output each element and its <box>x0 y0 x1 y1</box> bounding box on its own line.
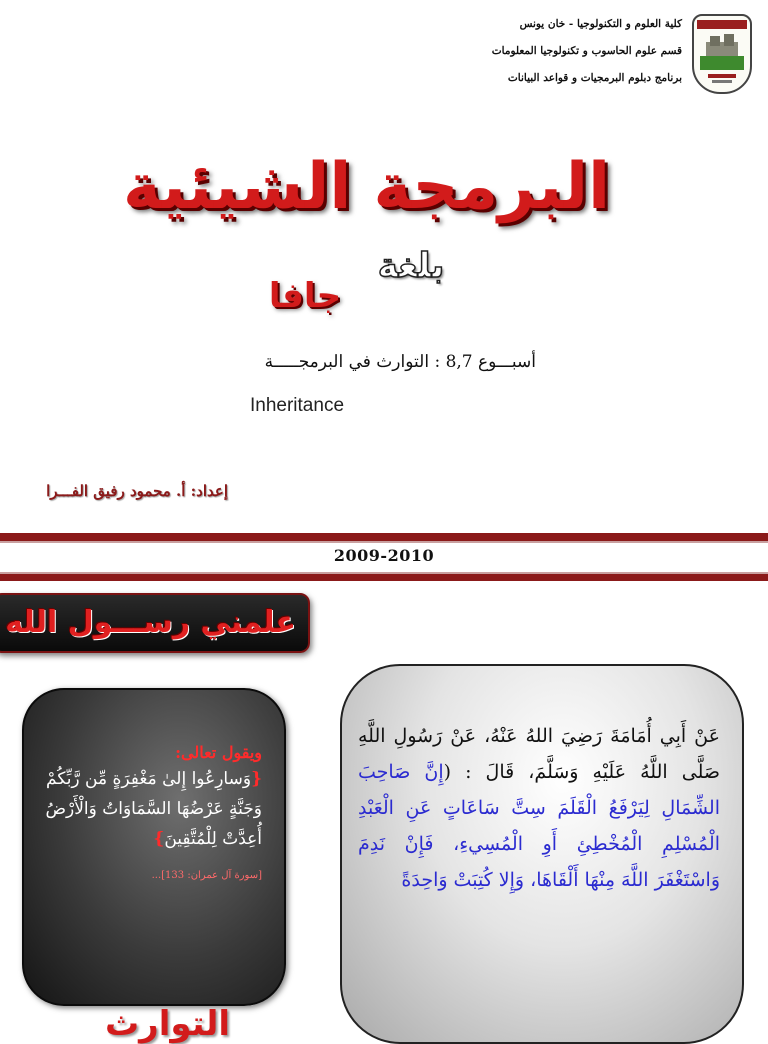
author-credit: إعداد: أ. محمود رفيق الفـــرا <box>46 482 228 500</box>
verse-reference: [سورة آل عمران: 133]... <box>151 870 262 881</box>
course-title: البرمجة الشيئية <box>122 150 610 224</box>
verse-intro: ويقول تعالى: <box>175 743 262 762</box>
verse-brace-open: { <box>251 769 262 789</box>
verse-card-content <box>42 742 262 881</box>
section-banner <box>0 593 310 653</box>
hadith-text <box>358 718 720 898</box>
verse-brace-close: } <box>153 829 165 849</box>
department-name: قسم علوم الحاسوب و تكنولوجيا المعلومات <box>491 45 682 57</box>
divider-bottom <box>0 574 768 581</box>
title-sub: بلغة <box>377 246 445 286</box>
verse-card <box>22 688 286 1006</box>
verse-text: وَسارِعُوا إِلىٰ مَغْفِرَةٍ مِّن رَّبِّكُمْ وَجَنَّةٍ عَرْضُهَا السَّمَاوَاتُ وَالْأَرْضُ أُعِدَّتْ لِلْمُتَّقِينَ <box>45 769 262 849</box>
topic-english: Inheritance <box>250 395 345 416</box>
divider-top <box>0 533 768 541</box>
hadith-quote: إِنَّ صَاحِبَ الشِّمَالِ لِيَرْفَعُ الْقَلَمَ سِتَّ سَاعَاتٍ عَنِ الْعَبْدِ الْمُسْلِمِ الْمُخْطِئِ أَوِ الْمُسِيءِ، فَإِنْ نَدِمَ وَاسْتَغْفَرَ اللَّهَ مِنْهَا أَلْقَاهَا، وَإِلا كُتِبَتْ وَاحِدَةً <box>358 761 720 891</box>
college-header <box>430 14 682 95</box>
section-banner-title: علمني رســـول الله <box>5 605 296 640</box>
program-name: برنامج دبلوم البرمجيات و قواعد البيانات <box>507 72 682 84</box>
college-logo <box>692 14 752 94</box>
verse-text-block <box>42 764 262 854</box>
academic-year: 2009-2010 <box>333 546 435 565</box>
divider-top-line <box>0 541 768 543</box>
language-name: جافا <box>268 276 342 316</box>
building-icon <box>694 16 750 92</box>
next-section-title: التوارث <box>104 1004 230 1044</box>
hadith-chain: عَنْ أَبِي أُمَامَةَ رَضِيَ اللهُ عَنْهُ، عَنْ رَسُولِ اللَّهِ صَلَّى اللَّهُ عَلَيْهِ وَسَلَّمَ، قَالَ : ( <box>358 725 720 783</box>
college-name: كلية العلوم و التكنولوجيا - خان يونس <box>519 18 682 30</box>
week-label: أسبـــوع 8,7 : التوارث في البرمجـــــة <box>264 352 536 372</box>
hadith-card <box>340 664 744 1044</box>
